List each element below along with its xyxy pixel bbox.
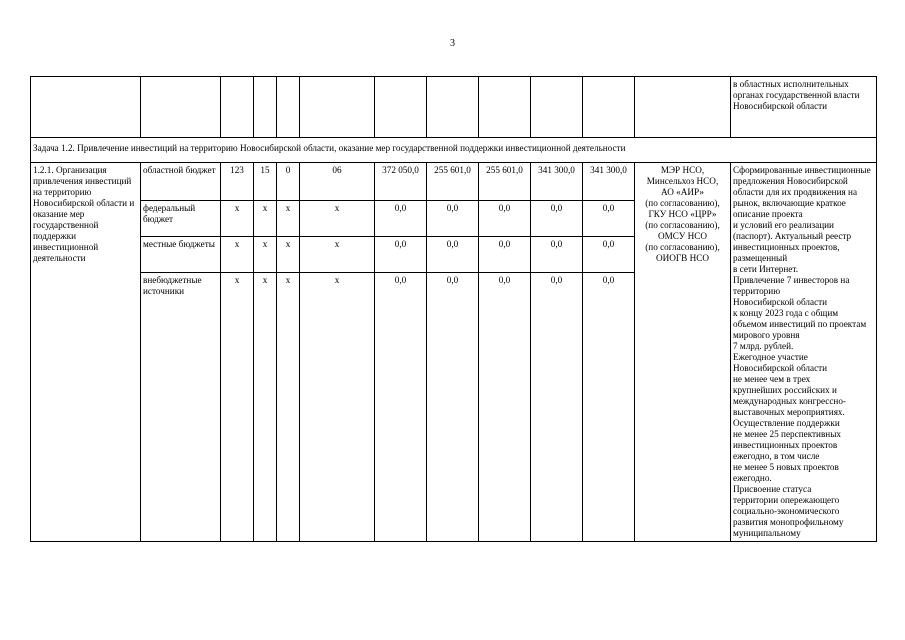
value-cell: 341 300,0 xyxy=(583,163,635,201)
code-cell: 123 xyxy=(221,163,254,201)
value-cell: 0,0 xyxy=(375,273,427,542)
code-cell: х xyxy=(277,237,300,273)
code-cell: х xyxy=(254,273,277,542)
value-cell: 0,0 xyxy=(427,273,479,542)
task-row xyxy=(31,138,877,163)
code-cell: 0 xyxy=(277,163,300,201)
funding-source: местные бюджеты xyxy=(141,237,221,273)
code-cell: х xyxy=(221,201,254,237)
code-cell: 15 xyxy=(254,163,277,201)
measure-name: 1.2.1. Организация привлечения инвестиций на территорию Новосибирской области и оказание мер государственной поддержки инвестиционной деятельности xyxy=(31,163,141,542)
value-cell: 0,0 xyxy=(531,273,583,542)
value-cell: 341 300,0 xyxy=(531,163,583,201)
code-cell: х xyxy=(300,237,375,273)
table-row xyxy=(31,163,877,201)
code-cell: х xyxy=(300,201,375,237)
expected-result: Сформированные инвестиционные предложения Новосибирской области для их продвижения на рынок, включающие краткое описание проекта и условий его реализации (паспорт). Актуальный реестр инвестиционных проектов, размещенный в сети Интернет. Привлечение 7 инвесторов на территорию Новосибирской области к концу 2023 года с общим объемом инвестиций по проектам мирового уровня 7 млрд. рублей. Ежегодное участие Новосибирской области не менее чем в трех крупнейших российских и международных конгрессно-выставочных мероприятиях. Осуществление поддержки не менее 25 перспективных инвестиционных проектов ежегодно, в том числе не менее 5 новых проектов ежегодно. Присвоение статуса территории опережающего социально-экономического развития монопрофильному муниципальному xyxy=(731,163,877,542)
value-cell: 0,0 xyxy=(479,237,531,273)
value-cell: 0,0 xyxy=(583,273,635,542)
code-cell: х xyxy=(221,273,254,542)
funding-source: федеральный бюджет xyxy=(141,201,221,237)
value-cell: 0,0 xyxy=(531,237,583,273)
code-cell: х xyxy=(254,237,277,273)
value-cell: 0,0 xyxy=(375,201,427,237)
task-title: Задача 1.2. Привлечение инвестиций на территорию Новосибирской области, оказание мер государственной поддержки инвестиционной деятельности xyxy=(31,138,877,163)
code-cell: х xyxy=(277,273,300,542)
code-cell: х xyxy=(221,237,254,273)
code-cell: х xyxy=(277,201,300,237)
funding-source: областной бюджет xyxy=(141,163,221,201)
value-cell: 0,0 xyxy=(427,201,479,237)
value-cell: 0,0 xyxy=(479,201,531,237)
value-cell: 255 601,0 xyxy=(427,163,479,201)
value-cell: 0,0 xyxy=(583,237,635,273)
value-cell: 255 601,0 xyxy=(479,163,531,201)
code-cell: х xyxy=(254,201,277,237)
executors: МЭР НСО, Минсельхоз НСО, АО «АИР» (по согласованию), ГКУ НСО «ЦРР» (по согласованию), ОМСУ НСО (по согласованию), ОИОГВ НСО xyxy=(635,163,731,542)
value-cell: 0,0 xyxy=(375,237,427,273)
code-cell: 06 xyxy=(300,163,375,201)
code-cell: х xyxy=(300,273,375,542)
page-number: 3 xyxy=(450,38,455,49)
funding-source: внебюджетные источники xyxy=(141,273,221,542)
program-table xyxy=(30,76,877,542)
value-cell: 0,0 xyxy=(479,273,531,542)
value-cell: 0,0 xyxy=(583,201,635,237)
value-cell: 372 050,0 xyxy=(375,163,427,201)
continuation-result: в областных исполнительных органах государственной власти Новосибирской области xyxy=(731,77,877,138)
value-cell: 0,0 xyxy=(427,237,479,273)
continuation-row xyxy=(31,77,877,138)
value-cell: 0,0 xyxy=(531,201,583,237)
